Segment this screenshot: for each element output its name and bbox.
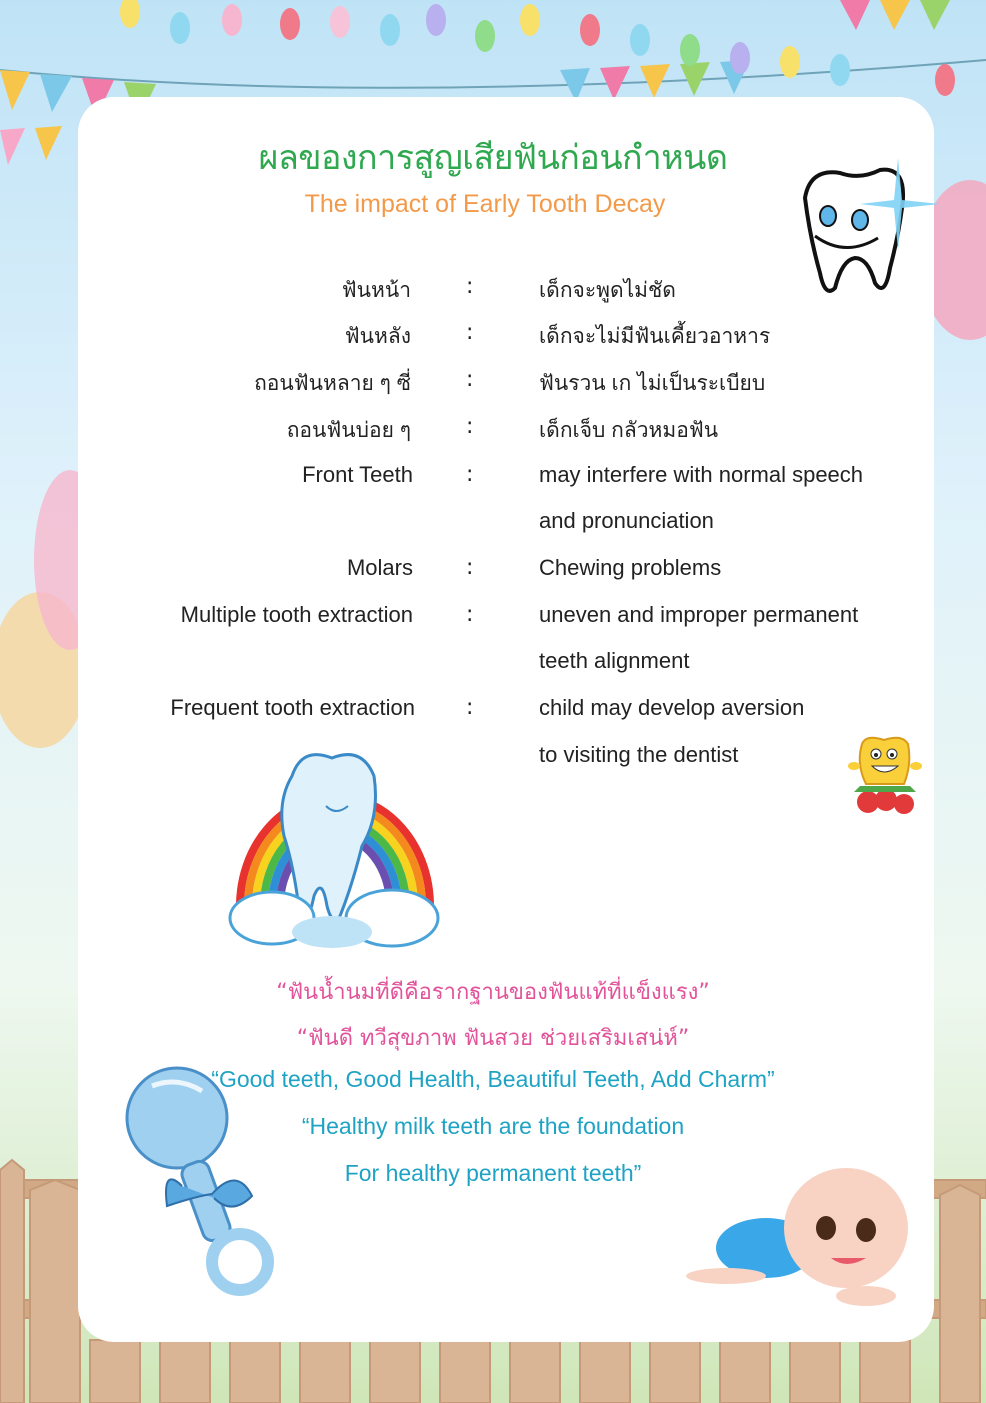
separator: : [466, 695, 474, 720]
impact-row-continuation [0, 508, 986, 548]
impact-value: may interfere with normal speech [539, 462, 864, 487]
impact-value: เด็กจะไม่มีฟันเคี้ยวอาหาร [539, 325, 771, 348]
impact-row-continuation [0, 742, 986, 782]
impact-label: Molars [346, 555, 413, 580]
impact-label: Multiple tooth extraction [180, 602, 413, 627]
separator: : [466, 414, 474, 439]
baby-rattle-icon [122, 1066, 282, 1296]
impact-row [0, 602, 986, 642]
impact-value: Chewing problems [539, 555, 722, 580]
impact-label: ฟันหลัง [344, 325, 411, 348]
impact-value: เด็กจะพูดไม่ชัด [539, 279, 676, 302]
separator: : [466, 555, 474, 580]
separator: : [466, 274, 474, 299]
baby-crawling-icon [686, 1158, 916, 1328]
impact-row [0, 414, 986, 454]
impact-row [0, 320, 986, 360]
impact-row [0, 274, 986, 314]
impact-label: ถอนฟันหลาย ๆ ซี่ [254, 372, 411, 395]
impact-value: เด็กเจ็บ กลัวหมอฟัน [539, 419, 719, 442]
separator: : [466, 367, 474, 392]
impact-row-continuation [0, 648, 986, 688]
impact-value: ฟันรวน เก ไม่เป็นระเบียบ [539, 372, 766, 395]
separator: : [466, 462, 474, 487]
quote-thai-1: “ฟันน้ำนมที่ดีคือรากฐานของฟันแท้ที่แข็งแรง” [276, 980, 710, 1005]
impact-value-line2: to visiting the dentist [539, 742, 739, 767]
impact-row [0, 695, 986, 735]
quote-english-1: “Good teeth, Good Health, Beautiful Teeth, Add Charm” [211, 1066, 775, 1092]
impact-value-line2: and pronunciation [539, 508, 714, 533]
rainbow-tooth-icon [222, 746, 444, 952]
party-lights-icon [120, 0, 955, 96]
impact-row [0, 555, 986, 595]
impact-value: uneven and improper permanent [539, 602, 859, 627]
separator: : [466, 320, 474, 345]
page-title-thai: ผลของการสูญเสียฟันก่อนกำหนด [258, 138, 728, 178]
page-title-english: The impact of Early Tooth Decay [304, 190, 666, 218]
impact-label: Front Teeth [302, 462, 413, 487]
quote-english-3: For healthy permanent teeth” [344, 1160, 642, 1186]
impact-row [0, 462, 986, 502]
impact-value-line2: teeth alignment [539, 648, 690, 673]
quote-english-2: “Healthy milk teeth are the foundation [301, 1113, 685, 1139]
yellow-tooth-strawberry-icon [846, 734, 924, 818]
impact-label: Frequent tooth extraction [170, 695, 415, 720]
impact-row [0, 367, 986, 407]
separator: : [466, 602, 474, 627]
impact-label: ถอนฟันบ่อย ๆ [286, 419, 411, 442]
impact-value: child may develop aversion [539, 695, 805, 720]
impact-label: ฟันหน้า [341, 279, 411, 302]
quote-thai-2: “ฟันดี ทวีสุขภาพ ฟันสวย ช่วยเสริมเสน่ห์” [296, 1026, 690, 1051]
